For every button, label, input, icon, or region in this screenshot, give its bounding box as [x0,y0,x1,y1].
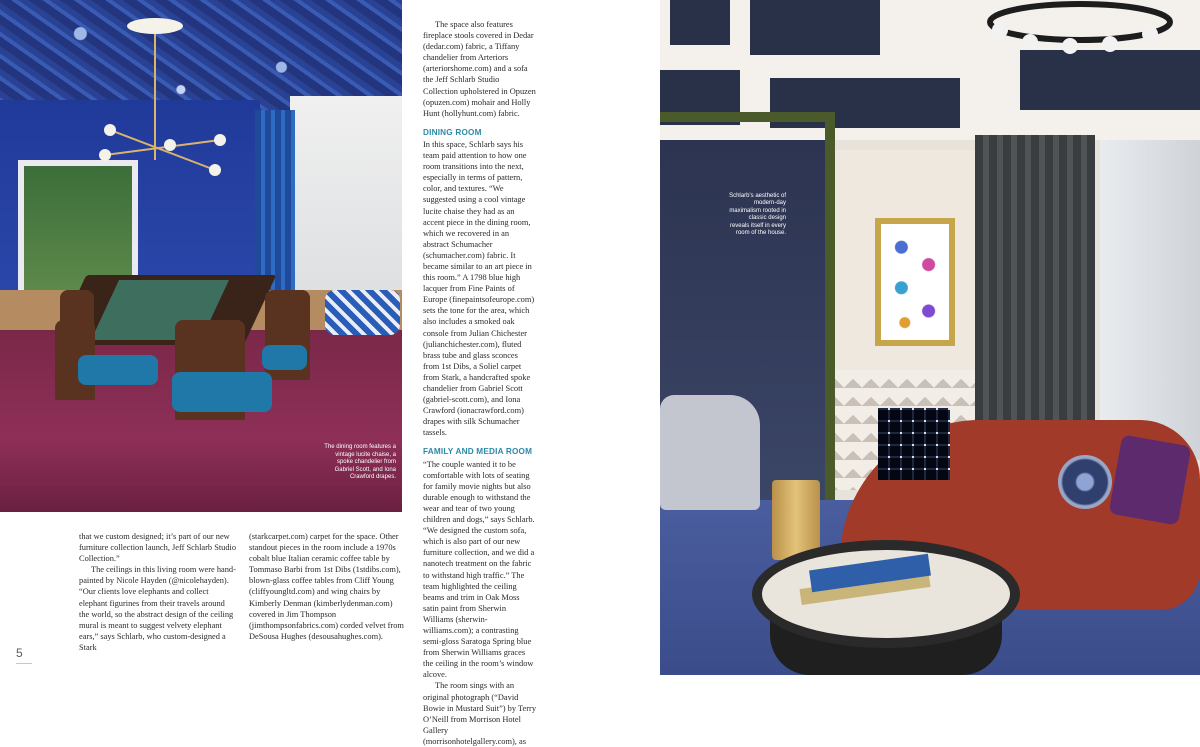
page-number: 5 [16,646,23,660]
paragraph: The ceilings in this living room were hand-painted by Nicole Hayden (@nicolehayden). “Our clients love elephants and collect elephant figurines from their travels around the world, so the abstract design of the ceiling mural is meant to suggest velvety elephant ears,” says Schlarb, who custom-designed a Stark [79,565,236,652]
article-column-right [423,19,536,747]
dining-room-heading: DINING ROOM [423,127,482,137]
curtain [975,135,1095,455]
dining-photo-caption: The dining room features a vintage lucite chaise, a spoke chandelier from Gabriel Scott, and Iona Crawford drapes. [324,444,396,480]
chandelier [980,0,1180,60]
intro-paragraph: The space also features fireplace stools covered in Dedar (dedar.com) fabric, a Tiffany chandelier from Arteriors (arteriorshome.com) and a sofa the Jeff Schlarb Studio Collection upholstered in Opuzen (opuzen.com) mohair and Holly Hunt (hollyhunt.com) fabric. [423,20,536,118]
family-paragraph: “The couple wanted it to be comfortable with lots of seating for family movie nights but also durable enough to withstand the wear and tear of two young children and dogs,” says Schlarb. “We designed the custom sofa, which is also part of our new furniture collection, and we did a nanotech treatment on the fabric to withstand high traffic.” The team highlighted the ceiling beams and trim in Oak Moss satin paint from Sherwin Williams (sherwin-williams.com); a contrasting semi-gloss Saratoga Spring blue from Sherwin Williams graces the ceiling in the room’s window alcove. [423,459,535,680]
round-pillow [1058,455,1112,509]
article-column-bottom-middle [249,531,407,642]
spoke-chandelier [100,20,230,180]
paragraph: that we custom designed; it’s part of our new furniture collection launch, Jeff Schlarb Studio Collection.” [79,532,237,564]
coffee-table-top [752,540,1020,648]
paragraph: (starkcarpet.com) carpet for the space. Other standout pieces in the room include a 1970s cobalt blue Italian ceramic coffee table by Tommaso Barbi from 1st Dibs (1stdibs.com), blown-glass coffee tables from Cliff Young (cliffyoungltd.com) and wing chairs by Kimberly Denman (kimberlydenman.com) covered in Jim Thompson (jimthompsonfabrics.com) corded velvet from DeSousa Hughes (desousahughes.com). [249,532,404,641]
framed-artwork [875,218,955,346]
checked-pillow [878,408,950,480]
ceiling-coffer [750,0,880,55]
article-column-bottom-left [79,531,237,653]
chair-seat [262,345,307,370]
armchair [660,395,760,510]
family-room-photo [660,0,1200,675]
family-photo-caption: Schlarb’s aesthetic of modern-day maximalism rooted in classic design reveals itself in every room of the house. [729,193,786,237]
photo-paragraph: The room sings with an original photograph (“David Bowie in Mustard Suit”) by Terry O’Neill from Morrison Hotel Gallery (morrisonhotelgallery.com), as [423,681,537,746]
window [1100,140,1200,460]
purple-pillow [1109,435,1192,526]
lucite-chaise [325,290,400,335]
dining-room-photo [0,0,402,512]
chair-seat [172,372,272,412]
dining-paragraph: In this space, Schlarb says his team paid attention to how one room transitions into the next, especially in terms of pattern, color, and textures. “We suggested using a cool vintage lucite chaise they had as an accent piece in the dining room, which we recovered in an abstract Schumacher (schumacher.com) fabric. It became similar to an art piece in this room.” A 1798 blue high lacquer from Fine Paints of Europe (finepaintsofeurope.com) sets the tone for the area, which also includes a smoked oak console from Julian Chichester (julianchichester.com), fluted brass tube and glass sconces from 1st Dibs, a Soliel carpet from Stark, a handcrafted spoke chandelier from Gabriel Scott (gabriel-scott.com), and Iona Crawford (ionacrawford.com) drapes with silk Schumacher tassels. [423,139,535,438]
page-number-rule [16,663,32,664]
family-media-room-heading: FAMILY AND MEDIA ROOM [423,447,533,457]
ceiling-coffer [670,0,730,45]
chair-seat [78,355,158,385]
